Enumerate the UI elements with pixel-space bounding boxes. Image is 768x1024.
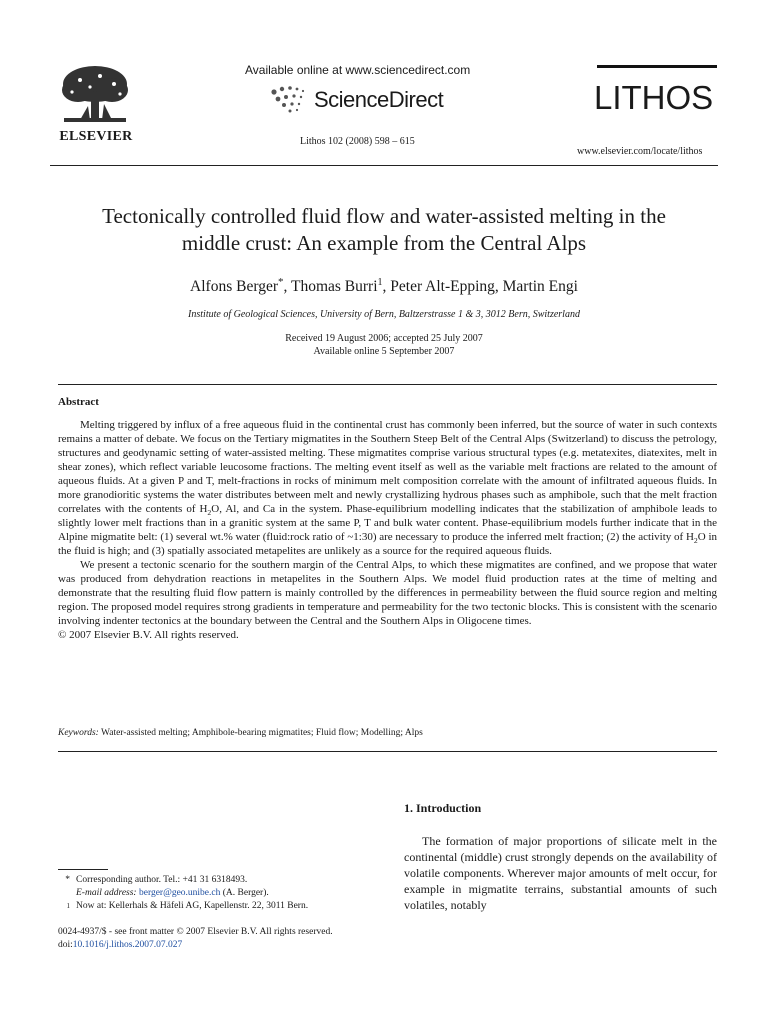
footnote-mark: 1: [66, 902, 70, 910]
abstract-copyright: © 2007 Elsevier B.V. All rights reserved.: [58, 629, 239, 641]
affiliation: Institute of Geological Sciences, University of Bern, Baltzerstrasse 1 & 3, 3012 Bern, Switzerland: [188, 309, 580, 320]
sciencedirect-dots-icon: [268, 84, 312, 114]
front-matter-text: 0024-4937/$ - see front matter © 2007 Elsevier B.V. All rights reserved.: [58, 927, 333, 937]
journal-rule: [597, 65, 717, 68]
author: Thomas Burri: [290, 278, 378, 296]
abstract-body: [58, 418, 717, 642]
footnote-mark: *: [65, 875, 70, 885]
footnote-rule: [58, 869, 108, 870]
abstract-paragraph: [58, 418, 717, 558]
footnote-corresponding: [58, 874, 388, 887]
abstract-heading: Abstract: [58, 396, 99, 408]
email-label: E-mail address:: [76, 888, 137, 898]
doi-link[interactable]: 10.1016/j.lithos.2007.07.027: [72, 940, 183, 950]
abstract-text: Melting triggered by influx of a free aqueous fluid in the continental crust has commonly been inferred, but the source of water in such contexts remains a matter of debate. We focus on the Tertiary migmatites in the Southern Steep Belt of the Central Alps (Switzerland) to discuss the petrology, structures and geodynamic setting of water-assisted melting. These migmatites comprise various structural types (e.g. metatexites, diatexites, melt in shear zones), which reflect variable leucosome fractions. The melting event itself as well as the variable melt fractions are related to the amount of aqueous fluids. At a given P and T, melt-fractions in rocks of minimum melt composition correlate with the amount of infiltrated aqueous fluids. In more granodioritic systems the water distributes between melt and newly crystallizing hydrous phases such as amphibole, such that the melt fraction correlates with the contents of H: [58, 419, 717, 515]
journal-name: LITHOS: [594, 79, 714, 116]
section-heading-introduction: 1. Introduction: [404, 801, 482, 815]
received-date: Received 19 August 2006; accepted 25 July 2007: [285, 333, 483, 344]
doi-label: doi:: [58, 940, 73, 950]
keywords-label: Keywords:: [58, 728, 99, 738]
abstract-text: O, Al, and Ca in the system. Phase-equilibrium modelling indicates that the stabilization of amphibole leads to slightly lower melt fractions than in a granitic system at the same P, T and bulk water content. Phase-equilibrium models further indicate that in the Alpine migmatite belt: (1) several wt.% water (fluid:rock ratio of ~1:30) are necessary to produce the inferred melt fraction; (2) the activity of H: [58, 503, 718, 543]
author-mark: 1: [377, 277, 383, 288]
title-line: middle crust: An example from the Central Alps: [181, 231, 587, 255]
abstract-divider: [58, 384, 717, 385]
citation: Lithos 102 (2008) 598 – 615: [300, 136, 415, 147]
author-list: Alfons Berger*, Thomas Burri$^1$, Peter Alt-Epping, Martin Engi: [190, 276, 578, 296]
footnotes: [58, 874, 388, 913]
sciencedirect-wordmark: ScienceDirect: [314, 87, 444, 112]
email-owner: (A. Berger).: [222, 888, 269, 898]
front-matter: [58, 926, 333, 952]
author: Alfons Berger: [190, 278, 278, 296]
header-divider: [50, 165, 718, 166]
footnote-email: [58, 887, 388, 900]
introduction-paragraph: The formation of major proportions of silicate melt in the continental (middle) crust strongly depends on the availability of volatile components. Wherever major amounts of melt occur, for example in migmatite terrains, substantial amounts of such volatiles, notably: [404, 834, 717, 912]
abstract-text: O in the fluid is high; and (3) spatially associated metapelites are unlikely as a source for the required aqueous fluids.: [58, 531, 718, 557]
abstract-paragraph: We present a tectonic scenario for the southern margin of the Central Alps, to which these migmatites are confined, and we propose that water was produced from dehydration reactions in metapelites in the Southern Alps. We model fluid production rates at the time of melting and demonstrate that the resulting fluid flow pattern is mainly controlled by the differences in permeability between the fluid source region and melting region. The proposed model requires strong gradients in temperature and permeability for the two tectonic blocks. This is consistent with the scenario involving indenter tectonics at the boundary between the Central and the Southern Alps in Oligocene times.: [58, 559, 717, 627]
footnote-1: [58, 900, 388, 913]
author: Peter Alt-Epping, Martin Engi: [390, 278, 578, 296]
article-title: [50, 203, 718, 257]
sciencedirect-logo: [268, 84, 468, 114]
introduction-body: [404, 833, 717, 913]
footnote-text: Corresponding author. Tel.: +41 31 6318493.: [76, 875, 248, 885]
available-online: Available online at www.sciencedirect.com: [245, 63, 471, 77]
subscript: 2: [207, 508, 212, 518]
journal-url[interactable]: www.elsevier.com/locate/lithos: [577, 146, 703, 157]
available-date: Available online 5 September 2007: [313, 346, 455, 357]
article-dates: [50, 332, 718, 358]
keywords-divider: [58, 751, 717, 752]
publisher-name: ELSEVIER: [59, 129, 133, 144]
author-mark: *: [278, 276, 284, 288]
doi: [58, 939, 333, 952]
keywords: [58, 728, 717, 738]
title-line: Tectonically controlled fluid flow and water-assisted melting in the: [102, 204, 666, 228]
subscript: 2: [693, 536, 698, 546]
footnote-text: Now at: Kellerhals & Häfeli AG, Kapellenstr. 22, 3011 Bern.: [76, 901, 309, 911]
keywords-list: Water-assisted melting; Amphibole-bearing migmatites; Fluid flow; Modelling; Alps: [101, 728, 423, 738]
email-link[interactable]: berger@geo.unibe.ch: [138, 888, 221, 898]
